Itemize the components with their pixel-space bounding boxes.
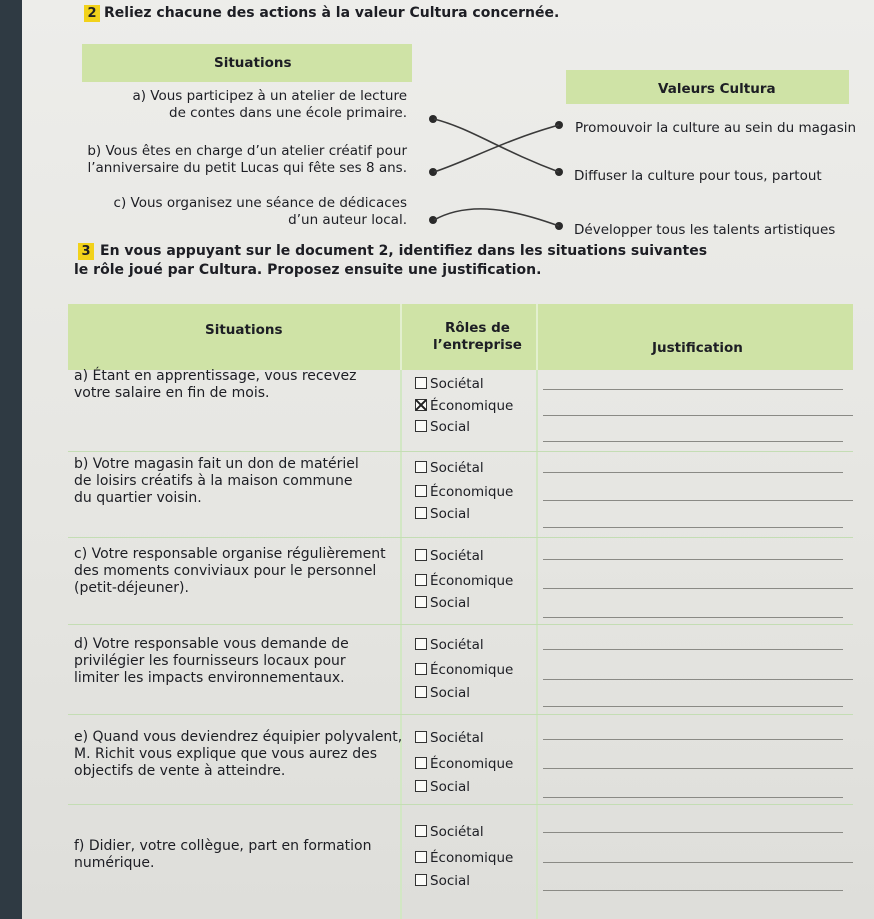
justification-line[interactable] xyxy=(543,617,843,618)
checkbox[interactable] xyxy=(415,757,427,769)
justification-line[interactable] xyxy=(543,706,843,707)
justification-line[interactable] xyxy=(543,441,843,442)
role-option-5-1[interactable]: Économique xyxy=(415,850,513,866)
header-justification: Justification xyxy=(652,340,743,356)
justification-line[interactable] xyxy=(543,415,853,416)
checkbox[interactable] xyxy=(415,507,427,519)
role-option-2-1[interactable]: Économique xyxy=(415,573,513,589)
checkbox[interactable] xyxy=(415,420,427,432)
justification-line[interactable] xyxy=(543,832,843,833)
justification-line[interactable] xyxy=(543,739,843,740)
justification-line[interactable] xyxy=(543,797,843,798)
link-c-to-value-3 xyxy=(434,209,559,226)
situation-cell-2: c) Votre responsable organise régulièrement des moments conviviaux pour le personnel (petit-déjeuner). xyxy=(74,546,386,596)
justification-line[interactable] xyxy=(543,527,843,528)
checkbox[interactable] xyxy=(415,549,427,561)
row-separator xyxy=(68,804,853,805)
role-option-2-0[interactable]: Sociétal xyxy=(415,548,484,564)
checkbox[interactable] xyxy=(415,825,427,837)
role-option-4-1[interactable]: Économique xyxy=(415,756,513,772)
exercise-2-badge: 2 xyxy=(84,5,100,22)
situation-b: b) Vous êtes en charge d’un atelier créatif pour l’anniversaire du petit Lucas qui fête ses 8 ans. xyxy=(87,143,407,176)
situation-cell-0: a) Étant en apprentissage, vous recevez votre salaire en fin de mois. xyxy=(74,368,357,401)
role-option-0-2[interactable]: Social xyxy=(415,419,470,435)
role-option-5-2[interactable]: Social xyxy=(415,873,470,889)
role-option-3-2[interactable]: Social xyxy=(415,685,470,701)
justification-line[interactable] xyxy=(543,500,853,501)
role-option-3-1[interactable]: Économique xyxy=(415,662,513,678)
situation-cell-5: f) Didier, votre collègue, part en formation numérique. xyxy=(74,838,372,871)
checkbox[interactable] xyxy=(415,686,427,698)
justification-line[interactable] xyxy=(543,862,853,863)
exercise-3-title-line2: le rôle joué par Cultura. Proposez ensuite une justification. xyxy=(74,262,542,278)
justification-line[interactable] xyxy=(543,679,853,680)
situation-a: a) Vous participez à un atelier de lecture de contes dans une école primaire. xyxy=(132,88,407,121)
role-option-1-1[interactable]: Économique xyxy=(415,484,513,500)
situation-c: c) Vous organisez une séance de dédicaces d’un auteur local. xyxy=(113,195,407,228)
situations-header: Situations xyxy=(214,55,292,71)
header-roles: Rôles de l’entreprise xyxy=(433,320,522,353)
situation-cell-3: d) Votre responsable vous demande de privilégier les fournisseurs locaux pour limiter les impacts environnementaux. xyxy=(74,636,349,686)
row-separator xyxy=(68,714,853,715)
checkbox[interactable] xyxy=(415,399,427,411)
justification-line[interactable] xyxy=(543,472,843,473)
role-option-4-0[interactable]: Sociétal xyxy=(415,730,484,746)
justification-line[interactable] xyxy=(543,768,853,769)
value-3: Développer tous les talents artistiques xyxy=(574,222,836,238)
checkbox[interactable] xyxy=(415,638,427,650)
header-situations: Situations xyxy=(205,322,283,338)
checkbox[interactable] xyxy=(415,485,427,497)
exercise-3-title-line1: En vous appuyant sur le document 2, identifiez dans les situations suivantes xyxy=(100,243,708,259)
checkbox[interactable] xyxy=(415,731,427,743)
exercise-3-badge: 3 xyxy=(78,243,94,260)
exercise-2-title: Reliez chacune des actions à la valeur Cultura concernée. xyxy=(104,5,560,21)
role-option-1-2[interactable]: Social xyxy=(415,506,470,522)
role-option-2-2[interactable]: Social xyxy=(415,595,470,611)
role-option-3-0[interactable]: Sociétal xyxy=(415,637,484,653)
justification-line[interactable] xyxy=(543,649,843,650)
justification-line[interactable] xyxy=(543,559,843,560)
justification-line[interactable] xyxy=(543,389,843,390)
role-option-4-2[interactable]: Social xyxy=(415,779,470,795)
checkbox[interactable] xyxy=(415,574,427,586)
role-option-5-0[interactable]: Sociétal xyxy=(415,824,484,840)
justification-line[interactable] xyxy=(543,890,843,891)
value-2: Diffuser la culture pour tous, partout xyxy=(574,168,822,184)
row-separator xyxy=(68,624,853,625)
checkbox[interactable] xyxy=(415,780,427,792)
role-option-0-0[interactable]: Sociétal xyxy=(415,376,484,392)
situation-cell-1: b) Votre magasin fait un don de matériel de loisirs créatifs à la maison commune du quartier voisin. xyxy=(74,456,359,506)
situation-cell-4: e) Quand vous deviendrez équipier polyvalent, M. Richit vous explique que vous aurez des objectifs de vente à atteindre. xyxy=(74,729,403,779)
checkbox[interactable] xyxy=(415,596,427,608)
checkbox[interactable] xyxy=(415,874,427,886)
checkbox[interactable] xyxy=(415,663,427,675)
role-option-0-1[interactable]: Économique xyxy=(415,398,513,414)
checkbox[interactable] xyxy=(415,377,427,389)
link-a-to-value-2 xyxy=(434,119,559,172)
row-separator xyxy=(68,537,853,538)
values-header: Valeurs Cultura xyxy=(658,81,776,97)
checkbox[interactable] xyxy=(415,851,427,863)
role-option-1-0[interactable]: Sociétal xyxy=(415,460,484,476)
row-separator xyxy=(68,451,853,452)
justification-line[interactable] xyxy=(543,588,853,589)
value-1: Promouvoir la culture au sein du magasin xyxy=(575,120,857,136)
checkbox[interactable] xyxy=(415,461,427,473)
